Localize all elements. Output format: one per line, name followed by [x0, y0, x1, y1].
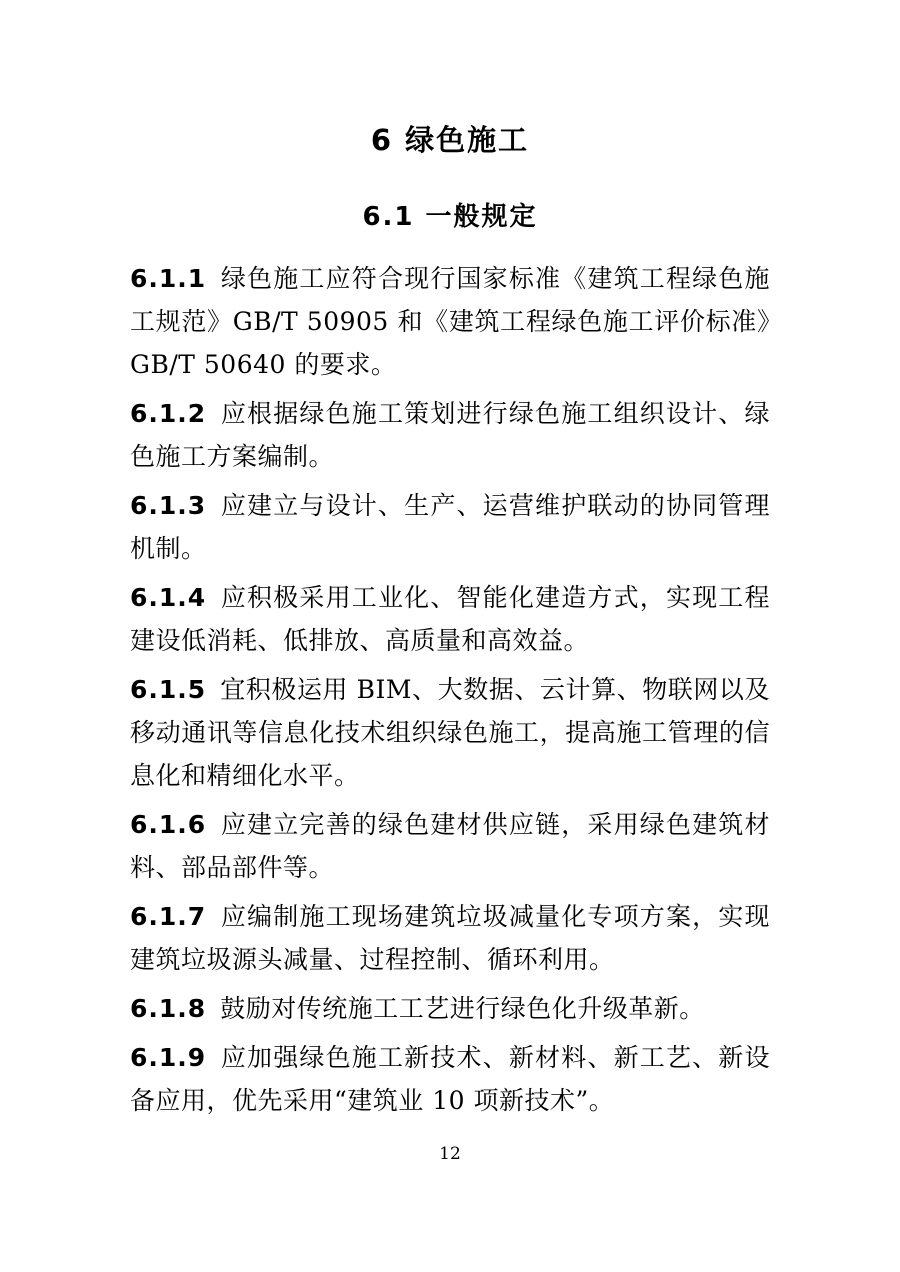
clause-6-1-2 [130, 392, 770, 478]
clause-number: 6.1.2 [130, 398, 207, 428]
clause-text: 应加强绿色施工新技术、新材料、新工艺、新设备应用，优先采用“建筑业 10 项新技术”。 [130, 1042, 770, 1115]
clause-text: 鼓励对传统施工工艺进行绿色化升级革新。 [220, 993, 705, 1023]
clause-text: 应建立完善的绿色建材供应链，采用绿色建筑材料、部品部件等。 [130, 809, 770, 882]
clause-number: 6.1.1 [130, 263, 207, 293]
clause-text: 宜积极运用 BIM、大数据、云计算、物联网以及移动通讯等信息化技术组织绿色施工，提高施工管理的信息化和精细化水平。 [130, 674, 770, 790]
clause-number: 6.1.5 [130, 674, 207, 704]
clause-number: 6.1.3 [130, 490, 207, 520]
clause-text: 绿色施工应符合现行国家标准《建筑工程绿色施工规范》GB/T 50905 和《建筑工程绿色施工评价标准》GB/T 50640 的要求。 [130, 263, 770, 379]
clause-text: 应建立与设计、生产、运营维护联动的协同管理机制。 [130, 490, 770, 563]
clause-number: 6.1.4 [130, 582, 207, 612]
clause-number: 6.1.8 [130, 993, 207, 1023]
section-title: 6.1 一般规定 [362, 201, 538, 232]
clause-6-1-4 [130, 576, 770, 662]
clause-number: 6.1.9 [130, 1042, 207, 1072]
clause-number: 6.1.6 [130, 809, 207, 839]
page-number: 12 [439, 1144, 461, 1164]
clause-6-1-6 [130, 803, 770, 889]
clause-6-1-3 [130, 484, 770, 570]
page-content [130, 120, 770, 1128]
clause-text: 应根据绿色施工策划进行绿色施工组织设计、绿色施工方案编制。 [130, 398, 770, 471]
clause-text: 应编制施工现场建筑垃圾减量化专项方案，实现建筑垃圾源头减量、过程控制、循环利用。 [130, 901, 770, 974]
clause-6-1-9 [130, 1036, 770, 1122]
chapter-title: 6 绿色施工 [370, 123, 530, 157]
clause-6-1-5 [130, 668, 770, 797]
clause-6-1-1 [130, 257, 770, 386]
clause-number: 6.1.7 [130, 901, 207, 931]
clause-6-1-7 [130, 895, 770, 981]
clause-6-1-8 [130, 987, 770, 1030]
clause-text: 应积极采用工业化、智能化建造方式，实现工程建设低消耗、低排放、高质量和高效益。 [130, 582, 770, 655]
